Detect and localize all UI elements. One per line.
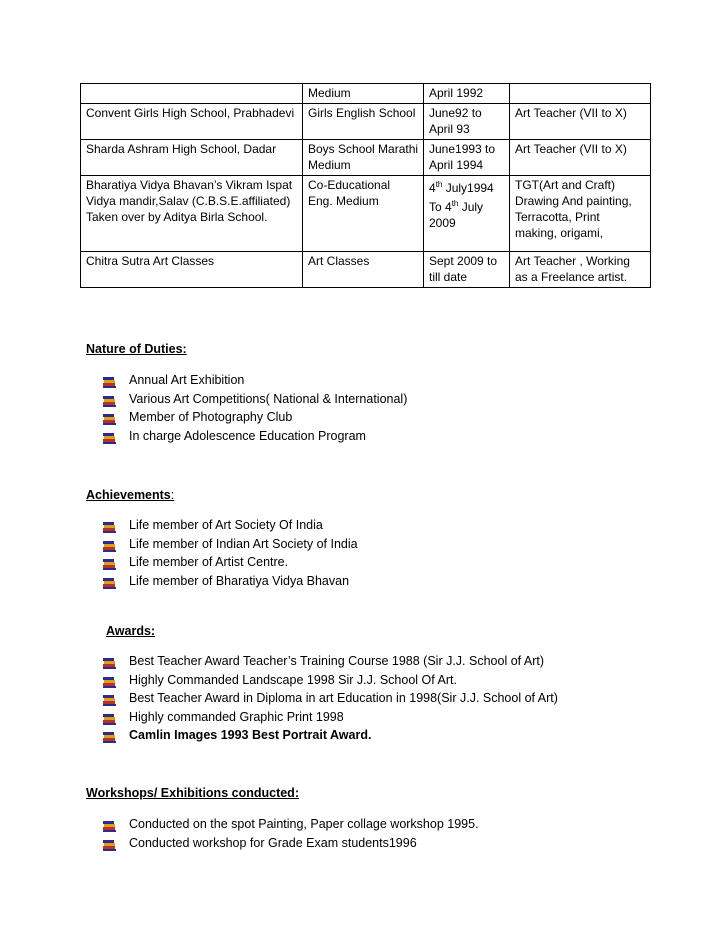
list-item: Life member of Art Society Of India: [103, 516, 358, 535]
post-cell: [510, 84, 651, 104]
period-cell: Sept 2009 to till date: [424, 252, 510, 288]
institution-cell: Chitra Sutra Art Classes: [81, 252, 303, 288]
workshops-list: [103, 815, 479, 852]
board-cell: Art Classes: [303, 252, 424, 288]
book-stack-bullet-icon: [103, 375, 116, 386]
list-item: Member of Photography Club: [103, 408, 407, 427]
book-stack-bullet-icon: [103, 412, 116, 423]
board-cell: Boys School Marathi Medium: [303, 140, 424, 176]
list-item: Highly commanded Graphic Print 1998: [103, 708, 558, 727]
period-cell: April 1992: [424, 84, 510, 104]
list-item: Conducted workshop for Grade Exam students1996: [103, 834, 479, 853]
institution-cell: [81, 84, 303, 104]
list-item: Camlin Images 1993 Best Portrait Award.: [103, 726, 558, 745]
experience-table: [80, 83, 651, 288]
book-stack-bullet-icon: [103, 730, 116, 741]
table-row: [81, 176, 651, 252]
list-item: In charge Adolescence Education Program: [103, 427, 407, 446]
book-stack-bullet-icon: [103, 819, 116, 830]
table-row: [81, 140, 651, 176]
list-item: Various Art Competitions( National & International): [103, 390, 407, 409]
book-stack-bullet-icon: [103, 520, 116, 531]
book-stack-bullet-icon: [103, 693, 116, 704]
institution-cell: Sharda Ashram High School, Dadar: [81, 140, 303, 176]
post-cell: Art Teacher (VII to X): [510, 140, 651, 176]
table-row: [81, 84, 651, 104]
institution-cell: Convent Girls High School, Prabhadevi: [81, 104, 303, 140]
list-item: Life member of Indian Art Society of India: [103, 535, 358, 554]
book-stack-bullet-icon: [103, 656, 116, 667]
list-item: Highly Commanded Landscape 1998 Sir J.J. School Of Art.: [103, 671, 558, 690]
achievements-list: [103, 516, 358, 590]
period-cell: June1993 to April 1994: [424, 140, 510, 176]
list-item: Best Teacher Award in Diploma in art Education in 1998(Sir J.J. School of Art): [103, 689, 558, 708]
duties-list: [103, 371, 407, 445]
awards-list: [103, 652, 558, 745]
post-cell: Art Teacher (VII to X): [510, 104, 651, 140]
book-stack-bullet-icon: [103, 557, 116, 568]
list-item: Life member of Artist Centre.: [103, 553, 358, 572]
awards-heading: Awards:: [106, 624, 156, 638]
period-cell: June92 to April 93: [424, 104, 510, 140]
achievements-heading: Achievements:: [86, 488, 175, 502]
list-item: Life member of Bharatiya Vidya Bhavan: [103, 572, 358, 591]
book-stack-bullet-icon: [103, 394, 116, 405]
table-row: [81, 104, 651, 140]
list-item: Conducted on the spot Painting, Paper collage workshop 1995.: [103, 815, 479, 834]
list-item: Best Teacher Award Teacher’s Training Course 1988 (Sir J.J. School of Art): [103, 652, 558, 671]
book-stack-bullet-icon: [103, 675, 116, 686]
period-cell: 4th July1994 To 4th July 2009: [424, 176, 510, 252]
book-stack-bullet-icon: [103, 712, 116, 723]
book-stack-bullet-icon: [103, 431, 116, 442]
workshops-heading: Workshops/ Exhibitions conducted:: [86, 786, 299, 800]
book-stack-bullet-icon: [103, 576, 116, 587]
post-cell: Art Teacher , Working as a Freelance artist.: [510, 252, 651, 288]
board-cell: Medium: [303, 84, 424, 104]
book-stack-bullet-icon: [103, 539, 116, 550]
board-cell: Girls English School: [303, 104, 424, 140]
board-cell: Co-Educational Eng. Medium: [303, 176, 424, 252]
list-item: Annual Art Exhibition: [103, 371, 407, 390]
post-cell: TGT(Art and Craft) Drawing And painting, Terracotta, Print making, origami,: [510, 176, 651, 252]
duties-heading: Nature of Duties:: [86, 342, 187, 356]
table-row: [81, 252, 651, 288]
institution-cell: Bharatiya Vidya Bhavan’s Vikram Ispat Vidya mandir,Salav (C.B.S.E.affiliated) Taken over by Aditya Birla School.: [81, 176, 303, 252]
book-stack-bullet-icon: [103, 838, 116, 849]
